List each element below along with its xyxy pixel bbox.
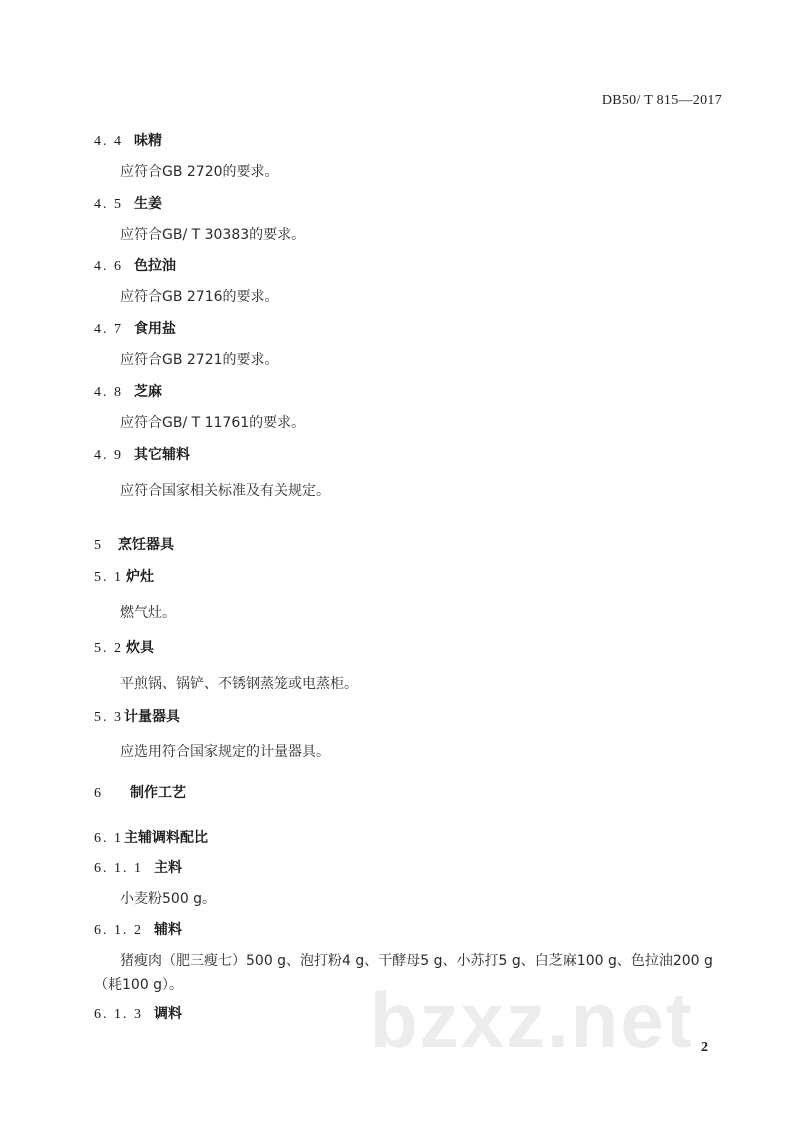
section-title: 色拉油	[134, 258, 176, 274]
section-number: 6. 1. 1	[94, 861, 143, 876]
section-body-5-2: 平煎锅、锅铲、不锈钢蒸笼或电蒸柜。	[120, 676, 358, 692]
section-heading-5-1	[94, 568, 154, 587]
watermark: bzxz.net	[370, 976, 694, 1064]
section-number: 4. 9	[94, 448, 123, 463]
section-title: 调料	[154, 1006, 182, 1022]
section-number: 4. 7	[94, 322, 123, 337]
section-heading-6-1-3	[94, 1005, 182, 1024]
section-body-4-7: 应符合GB 2721的要求。	[120, 352, 279, 368]
section-body-5-3: 应选用符合国家规定的计量器具。	[120, 744, 330, 760]
section-heading-6-1-1	[94, 859, 182, 878]
section-title: 生姜	[134, 196, 162, 212]
section-number: 6. 1. 2	[94, 923, 143, 938]
section-heading-6-1	[94, 829, 208, 848]
section-body-6-1-2: 猪瘦肉（肥三瘦七）500 g、泡打粉4 g、干酵母5 g、小苏打5 g、白芝麻100 g、色拉油200 g（耗100 g）。	[94, 953, 713, 993]
section-heading-4-7	[94, 320, 176, 339]
section-title: 制作工艺	[130, 785, 186, 801]
section-number: 4. 4	[94, 134, 123, 149]
section-heading-6-1-2	[94, 921, 182, 940]
section-heading-4-8	[94, 383, 162, 402]
section-body-5-1: 燃气灶。	[120, 605, 176, 621]
section-body-4-9: 应符合国家相关标准及有关规定。	[120, 483, 330, 499]
section-body-4-5: 应符合GB/ T 30383的要求。	[120, 227, 306, 243]
chapter-heading-5	[94, 536, 174, 555]
section-number: 6. 1	[94, 831, 123, 846]
section-body-4-8: 应符合GB/ T 11761的要求。	[120, 415, 306, 431]
section-title: 计量器具	[124, 709, 180, 725]
page-number: 2	[701, 1040, 708, 1055]
section-title: 辅料	[154, 922, 182, 938]
section-number: 5. 1	[94, 570, 123, 585]
section-heading-4-5	[94, 195, 162, 214]
section-number: 6. 1. 3	[94, 1007, 143, 1022]
section-title: 主料	[154, 860, 182, 876]
section-title: 芝麻	[134, 384, 162, 400]
section-number: 6	[94, 786, 103, 801]
section-heading-4-4	[94, 132, 162, 151]
section-title: 烹饪器具	[118, 537, 174, 553]
section-number: 4. 5	[94, 197, 123, 212]
section-heading-4-6	[94, 257, 176, 276]
section-number: 5	[94, 538, 103, 553]
section-title: 炉灶	[126, 569, 154, 585]
section-body-4-4: 应符合GB 2720的要求。	[120, 164, 279, 180]
chapter-heading-6	[94, 784, 186, 803]
section-heading-4-9	[94, 446, 190, 465]
section-number: 4. 8	[94, 385, 123, 400]
section-heading-5-3	[94, 708, 180, 727]
section-body-4-6: 应符合GB 2716的要求。	[120, 289, 279, 305]
section-number: 5. 3	[94, 710, 123, 725]
section-title: 主辅调料配比	[124, 830, 208, 846]
section-title: 其它辅料	[134, 447, 190, 463]
section-heading-5-2	[94, 639, 154, 658]
section-number: 5. 2	[94, 641, 123, 656]
section-number: 4. 6	[94, 259, 123, 274]
standard-code: DB50/ T 815—2017	[601, 93, 722, 108]
section-title: 炊具	[126, 640, 154, 656]
section-title: 味精	[134, 133, 162, 149]
section-title: 食用盐	[134, 321, 176, 337]
section-body-6-1-1: 小麦粉500 g。	[120, 891, 217, 907]
